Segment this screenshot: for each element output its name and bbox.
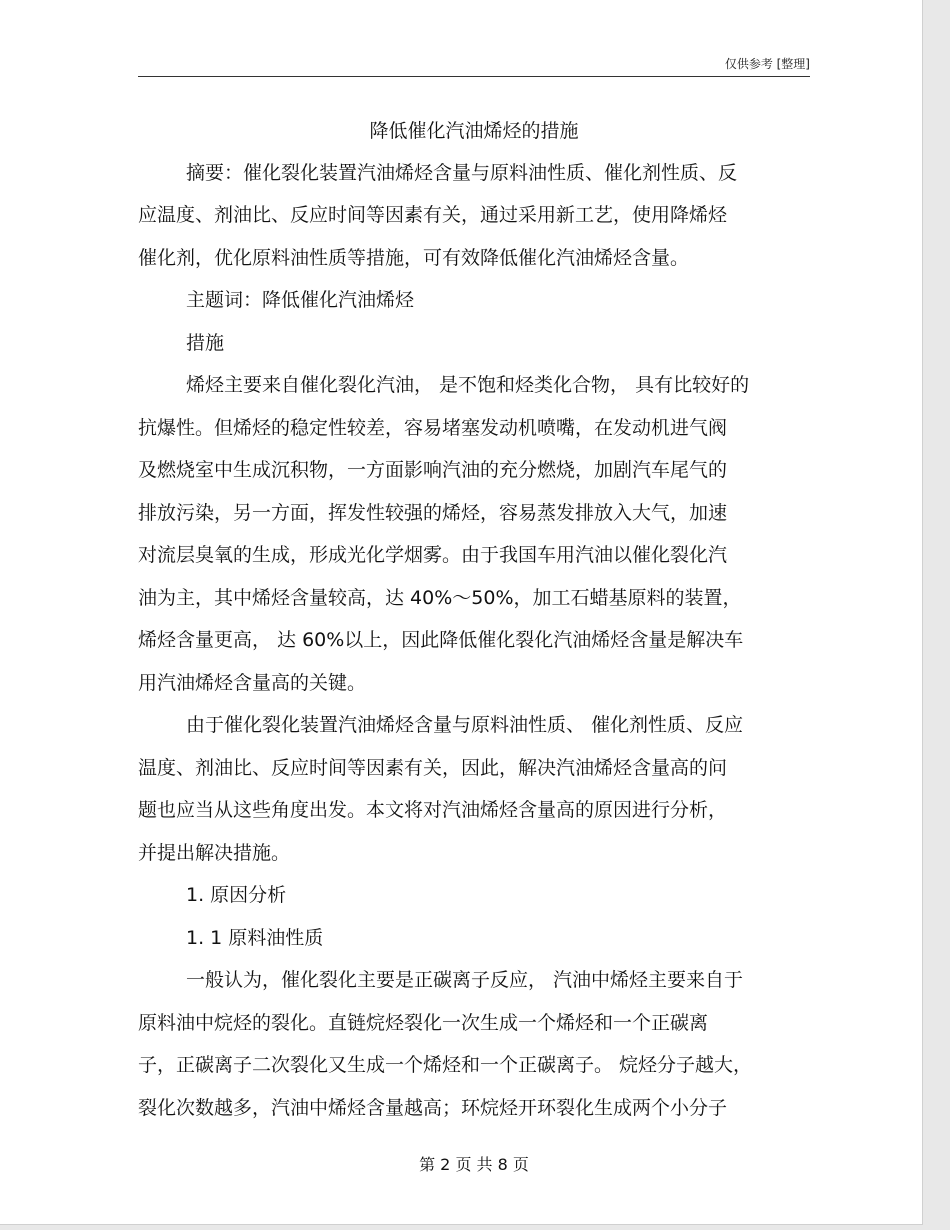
abstract-line: 摘要：催化裂化装置汽油烯烃含量与原料油性质、催化剂性质、反 — [186, 162, 738, 184]
body-line: 一般认为，催化裂化主要是正碳离子反应， 汽油中烯烃主要来自于 — [186, 969, 744, 991]
abstract-line: 应温度、剂油比、反应时间等因素有关，通过采用新工艺，使用降烯烃 — [138, 204, 728, 226]
body-line: 原料油中烷烃的裂化。直链烷烃裂化一次生成一个烯烃和一个正碳离 — [138, 1012, 709, 1034]
page-footer: 第 2 页 共 8 页 — [419, 1155, 529, 1174]
body-line: 抗爆性。但烯烃的稳定性较差，容易堵塞发动机喷嘴，在发动机进气阀 — [138, 417, 728, 439]
body-line: 油为主，其中烯烃含量较高，达 40%～50%，加工石蜡基原料的装置， — [138, 587, 742, 609]
body-line: 裂化次数越多，汽油中烯烃含量越高；环烷烃开环裂化生成两个小分子 — [138, 1097, 728, 1119]
body-line: 及燃烧室中生成沉积物，一方面影响汽油的充分燃烧，加剧汽车尾气的 — [138, 459, 728, 481]
body-line: 烯烃主要来自催化裂化汽油， 是不饱和烃类化合物， 具有比较好的 — [186, 374, 750, 396]
abstract-line: 催化剂，优化原料油性质等措施，可有效降低催化汽油烯烃含量。 — [138, 247, 690, 269]
body-line: 题也应当从这些角度出发。本文将对汽油烯烃含量高的原因进行分析， — [138, 799, 728, 821]
body-line: 对流层臭氧的生成，形成光化学烟雾。由于我国车用汽油以催化裂化汽 — [138, 544, 728, 566]
page-header: 仅供参考 [整理] — [724, 57, 810, 71]
body-line: 并提出解决措施。 — [138, 842, 291, 864]
section-heading: 1. 原因分析 — [186, 884, 287, 906]
keywords-line: 主题词：降低催化汽油烯烃 — [186, 289, 415, 311]
keywords-line: 措施 — [186, 332, 225, 354]
body-line: 用汽油烯烃含量高的关键。 — [138, 672, 367, 694]
body-line: 子，正碳离子二次裂化又生成一个烯烃和一个正碳离子。 烷烃分子越大， — [138, 1054, 753, 1076]
subsection-heading: 1. 1 原料油性质 — [186, 927, 324, 949]
body-line: 排放污染，另一方面，挥发性较强的烯烃，容易蒸发排放入大气，加速 — [138, 502, 728, 524]
body-line: 由于催化裂化装置汽油烯烃含量与原料油性质、 催化剂性质、反应 — [186, 714, 744, 736]
body-line: 烯烃含量更高， 达 60%以上，因此降低催化裂化汽油烯烃含量是解决车 — [138, 629, 744, 651]
document-title: 降低催化汽油烯烃的措施 — [369, 120, 579, 142]
body-line: 温度、剂油比、反应时间等因素有关，因此，解决汽油烯烃含量高的问 — [138, 757, 728, 779]
header-divider — [138, 76, 810, 77]
